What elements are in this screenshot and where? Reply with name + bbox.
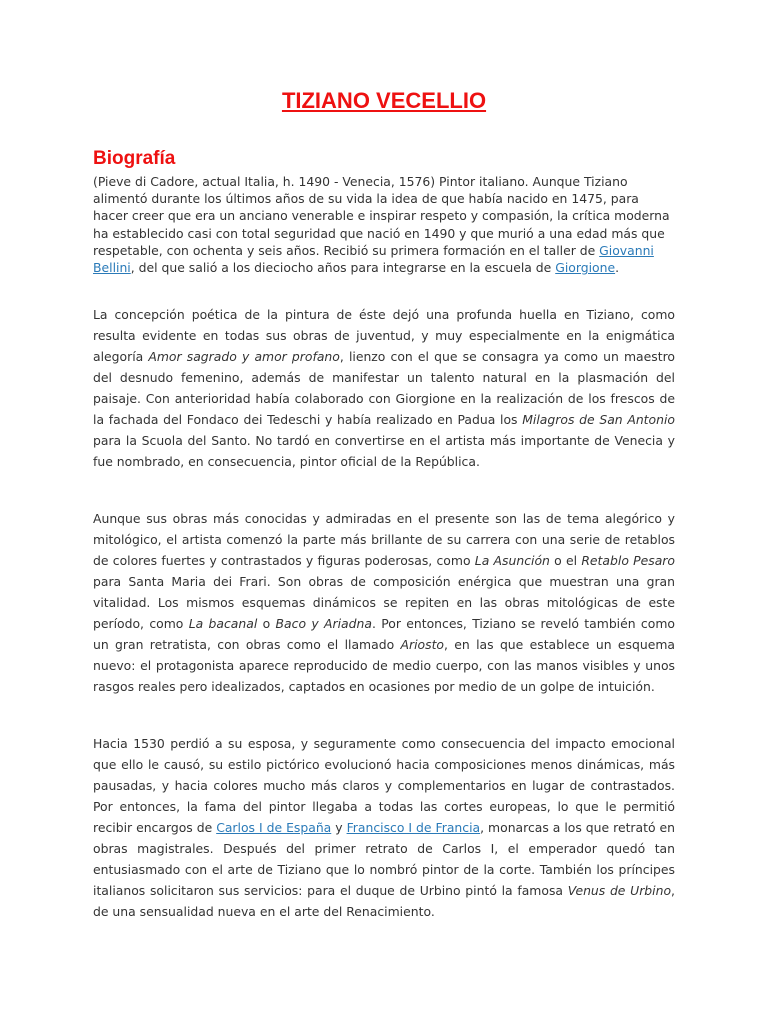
artwork-title: Milagros de San Antonio — [522, 412, 675, 427]
paragraph-4 — [93, 733, 675, 922]
artwork-title: Baco y Ariadna — [275, 616, 372, 631]
paragraph-text: , lienzo con el que se consagra ya como un maestro del desnudo femenino, además de manifestar un talento natural en la plasmación del paisaje. Con anterioridad había colaborado con Giorgione en la realización de los frescos de la fachada del Fondaco dei Tedeschi y había realizado en Padua los — [93, 349, 675, 427]
paragraph-3 — [93, 508, 675, 697]
paragraph-text: Hacia 1530 perdió a su esposa, y seguramente como consecuencia del impacto emocional que ello le causó, su estilo pictórico evolucionó hacia composiciones menos dinámicas, más pausadas, y hacia colores mucho más claros y complementarios en lugar de contrastados. Por entonces, la fama del pintor llegaba a todas las cortes europeas, lo que le permitió recibir encargos de — [93, 736, 675, 835]
paragraph-text: , en las que establece un esquema nuevo: el protagonista aparece reproducido de medio cuerpo, con las manos visibles y unos rasgos reales pero idealizados, captados en ocasiones por medio de un golpe de intuición. — [93, 637, 675, 694]
paragraph-1 — [93, 173, 675, 276]
paragraph-text: (Pieve di Cadore, actual Italia, h. 1490 - Venecia, 1576) Pintor italiano. Aunque Tiziano alimentó durante los últimos años de su vida la idea de que había nacido en 1475, para hacer creer que era un anciano venerable e inspirar respeto y compasión, la crítica moderna ha establecido casi con total seguridad que nació en 1490 y que murió a una edad más que respetable, con ochenta y seis años. Recibió su primera formación en el taller de — [93, 174, 670, 258]
artwork-title: Retablo Pesaro — [581, 553, 675, 568]
artwork-title: Ariosto — [400, 637, 445, 652]
link-giovanni-bellini[interactable]: Giovanni Bellini — [93, 242, 654, 276]
artwork-title: La Asunción — [474, 553, 550, 568]
paragraph-text: . Por entonces, Tiziano se reveló también como un gran retratista, con obras como el llamado — [93, 616, 675, 652]
paragraph-text: y — [331, 820, 347, 835]
paragraph-text: , de una sensualidad nueva en el arte del Renacimiento. — [93, 883, 675, 919]
paragraph-2 — [93, 304, 675, 472]
link-giorgione[interactable]: Giorgione — [555, 260, 616, 276]
paragraph-text: o el — [549, 553, 582, 568]
artwork-title: Amor sagrado y amor profano — [148, 349, 340, 364]
link-carlos-i-de-espana[interactable]: Carlos I de España — [216, 820, 332, 835]
section-heading-biografia: Biografía — [93, 148, 176, 169]
paragraph-text: . — [615, 260, 620, 276]
paragraph-text: para Santa Maria dei Frari. Son obras de composición enérgica que muestran una gran vitalidad. Los mismos esquemas dinámicos se repiten en las obras mitológicas de este período, como — [93, 574, 675, 631]
paragraph-text: , del que salió a los dieciocho años para integrarse en la escuela de — [130, 260, 556, 276]
paragraph-text: Aunque sus obras más conocidas y admiradas en el presente son las de tema alegórico y mitológico, el artista comenzó la parte más brillante de su carrera con una serie de retablos de colores fuertes y contrastados y figuras poderosas, como — [93, 511, 675, 568]
paragraph-text: La concepción poética de la pintura de éste dejó una profunda huella en Tiziano, como resulta evidente en todas sus obras de juventud, y muy especialmente en la enigmática alegoría — [93, 307, 675, 364]
paragraph-text: para la Scuola del Santo. No tardó en convertirse en el artista más importante de Venecia y fue nombrado, en consecuencia, pintor oficial de la República. — [93, 433, 675, 469]
link-francisco-i-de-francia[interactable]: Francisco I de Francia — [346, 820, 481, 835]
paragraph-text: , monarcas a los que retrató en obras magistrales. Después del primer retrato de Carlos I, el emperador quedó tan entusiasmado con el arte de Tiziano que lo nombró pintor de la corte. También los príncipes italianos solicitaron sus servicios: para el duque de Urbino pintó la famosa — [93, 820, 676, 898]
page-title: TIZIANO VECELLIO — [281, 88, 487, 113]
paragraph-text: o — [257, 616, 276, 631]
artwork-title: La bacanal — [188, 616, 258, 631]
artwork-title: Venus de Urbino — [567, 883, 672, 898]
